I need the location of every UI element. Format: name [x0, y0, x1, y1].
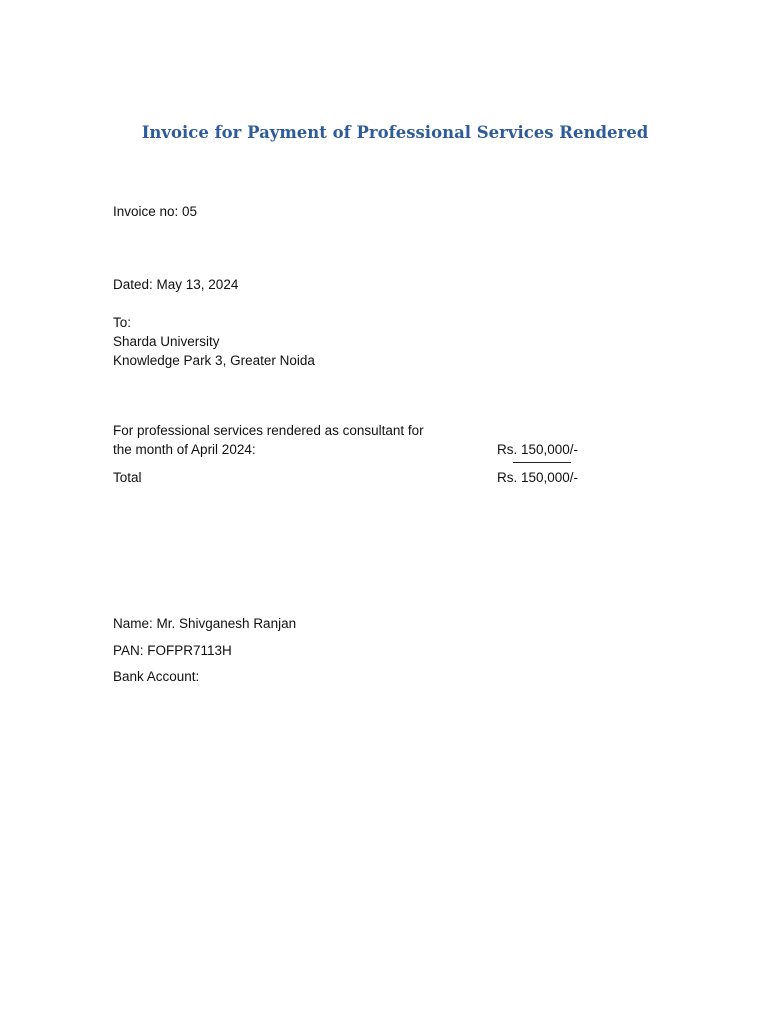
amount-underline — [513, 462, 571, 463]
invoice-title: Invoice for Payment of Professional Services Rendered — [141, 123, 649, 142]
payee-name: Name: Mr. Shivganesh Ranjan — [113, 616, 297, 631]
payee-bank-account: Bank Account: — [113, 669, 200, 684]
invoice-date: Dated: May 13, 2024 — [113, 277, 239, 292]
total-amount: Rs. 150,000/- — [497, 470, 579, 485]
total-label: Total — [113, 470, 142, 485]
recipient-address: Knowledge Park 3, Greater Noida — [113, 353, 315, 368]
service-description-line1: For professional services rendered as consultant for — [113, 423, 424, 438]
payee-pan: PAN: FOFPR7113H — [113, 643, 232, 658]
to-label: To: — [113, 315, 132, 330]
service-description-line2: the month of April 2024: — [113, 442, 256, 457]
invoice-number: Invoice no: 05 — [113, 204, 198, 219]
recipient-name: Sharda University — [113, 334, 220, 349]
service-amount: Rs. 150,000/- — [497, 442, 579, 457]
